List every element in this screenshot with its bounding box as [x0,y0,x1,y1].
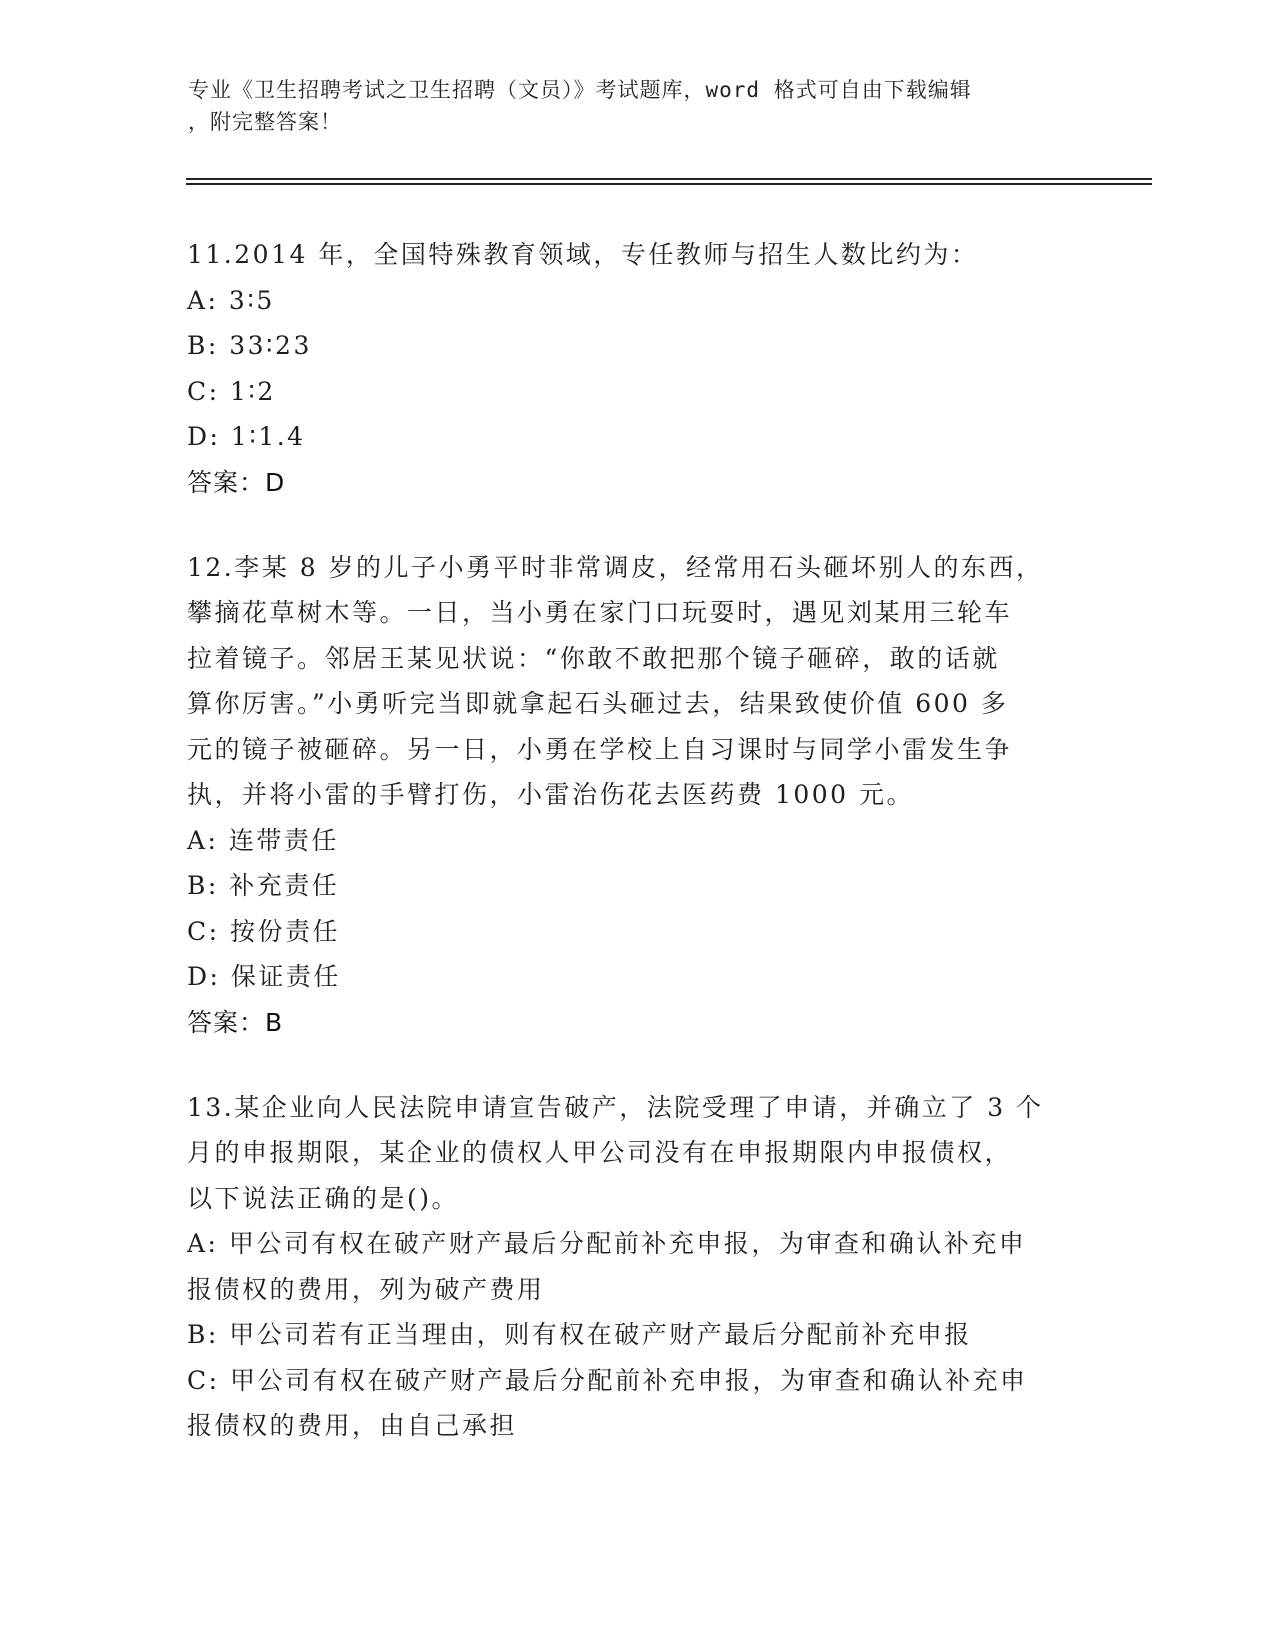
header-line-1: 专业《卫生招聘考试之卫生招聘（文员）》考试题库，word 格式可自由下载编辑 [188,78,972,102]
question-stem-line: 以下说法正确的是()。 [187,1183,460,1213]
option-a: A: 3∶5 [187,285,275,315]
answer-line: 答案：D [187,467,286,497]
header-divider-bottom [186,183,1152,185]
option-a: A: 连带责任 [187,825,339,855]
option-c: C: 甲公司有权在破产财产最后分配前补充申报，为审查和确认补充申 [187,1365,1028,1395]
question-stem-line: 执，并将小雷的手臂打伤，小雷治伤花去医药费 1000 元。 [187,780,915,809]
option-b: B: 33∶23 [187,331,312,360]
question-stem-line: 算你厉害。”小勇听完当即就拿起石头砸过去，结果致使价值 600 多 [187,689,1009,718]
question-list [187,232,1087,1489]
option-c-continued: 报债权的费用，由自己承担 [187,1411,518,1440]
question-stem-line: 攀摘花草树木等。一日，当小勇在家门口玩耍时，遇见刘某用三轮车 [187,598,1013,627]
option-d: D: 1∶1.4 [187,422,306,451]
option-b: B: 补充责任 [187,871,340,900]
document-header [188,74,1068,138]
question-stem: 11.2014 年，全国特殊教育领域，专任教师与招生人数比约为： [187,240,979,269]
option-d: D: 保证责任 [187,962,341,991]
question-stem-line: 元的镜子被砸碎。另一日，小勇在学校上自习课时与同学小雷发生争 [187,734,1013,764]
header-line-2: ，附完整答案！ [188,110,342,134]
option-a: A: 甲公司有权在破产财产最后分配前补充申报，为审查和确认补充申 [187,1229,1027,1258]
answer-line: 答案：B [187,1007,284,1037]
question-13 [187,1085,1087,1449]
question-12 [187,545,1087,1045]
option-a-continued: 报债权的费用，列为破产费用 [187,1274,545,1304]
question-stem-line: 13.某企业向人民法院申请宣告破产，法院受理了申请，并确立了 3 个 [187,1092,1044,1122]
question-11 [187,232,1087,505]
option-b: B: 甲公司若有正当理由，则有权在破产财产最后分配前补充申报 [187,1320,972,1349]
question-stem-line: 拉着镜子。邻居王某见状说：“你敢不敢把那个镜子砸碎，敢的话就 [187,643,1000,673]
option-c: C: 1∶2 [187,376,276,406]
header-divider-top [186,178,1152,180]
question-stem-line: 12.李某 8 岁的儿子小勇平时非常调皮，经常用石头砸坏别人的东西， [187,552,1044,582]
option-c: C: 按份责任 [187,916,340,946]
question-stem-line: 月的申报期限，某企业的债权人甲公司没有在申报期限内申报债权， [187,1138,1013,1167]
